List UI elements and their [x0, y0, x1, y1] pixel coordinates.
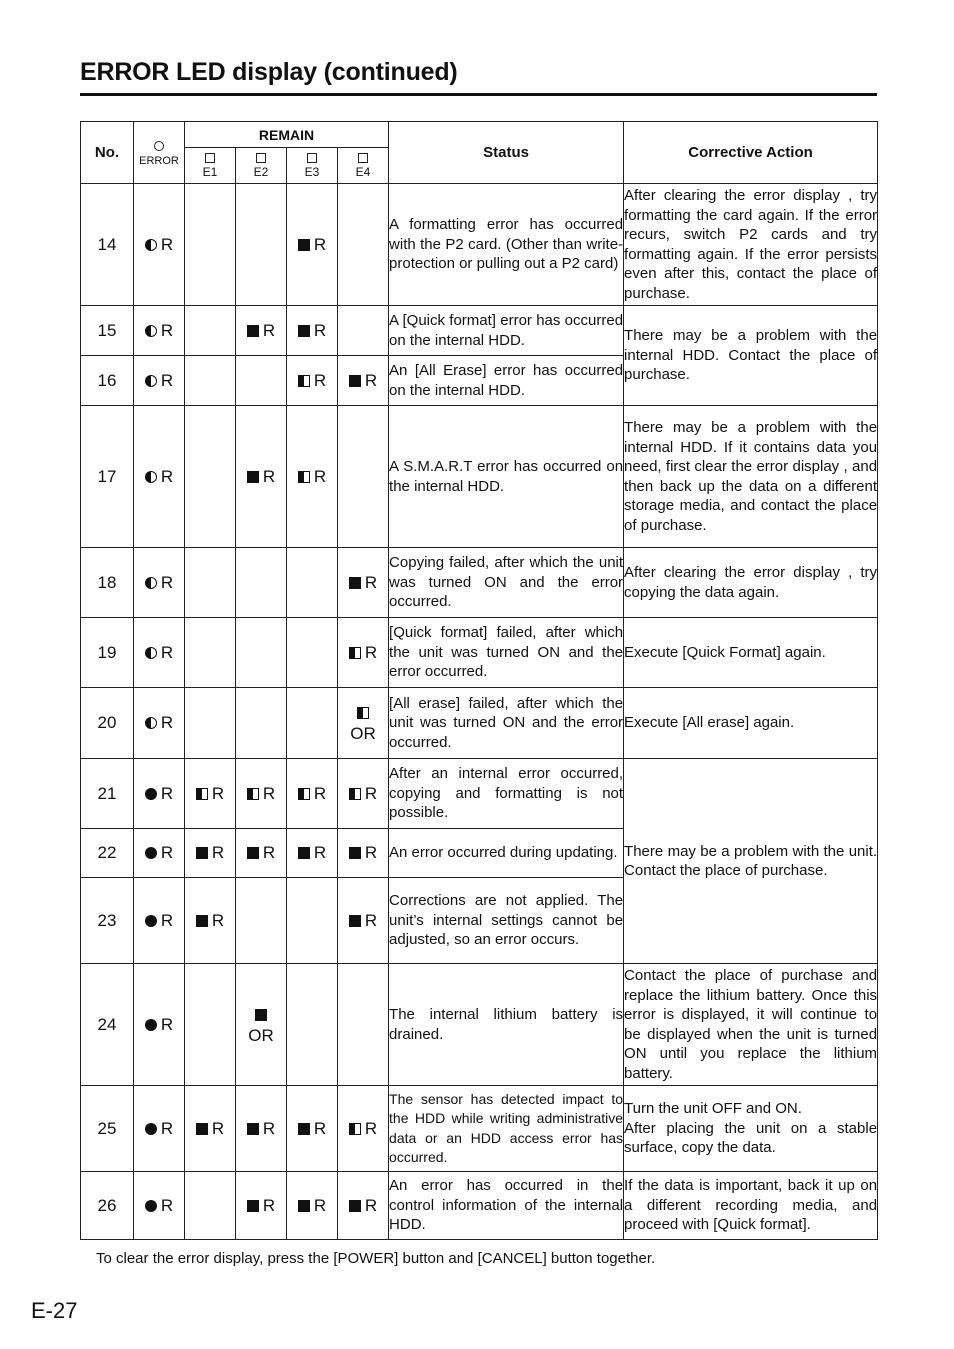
e3-led: [287, 688, 338, 759]
e4-led: [338, 356, 389, 406]
status-text: [Quick format] failed, after which the unit was turned ON and the error occurred.: [389, 618, 624, 688]
error-led: [134, 548, 185, 618]
error-led: [134, 688, 185, 759]
half-square-icon: [298, 375, 310, 387]
led-label: R: [313, 843, 327, 862]
led-label: R: [160, 234, 174, 254]
led-label: R: [364, 1195, 378, 1215]
header-e3-label: E3: [304, 164, 320, 179]
e4-led: [338, 548, 389, 618]
e1-led: [185, 1086, 236, 1172]
led-label: R: [313, 783, 327, 803]
filled-square-icon: [298, 239, 310, 251]
e1-led: [185, 829, 236, 878]
header-action: Corrective Action: [624, 122, 878, 184]
e2-led: [236, 964, 287, 1086]
e2-led: [236, 829, 287, 878]
e4-led: [338, 618, 389, 688]
filled-square-icon: [247, 1200, 259, 1212]
filled-square-icon: [298, 325, 310, 337]
half-square-icon: [247, 788, 259, 800]
filled-square-icon: [298, 847, 310, 859]
action-text: There may be a problem with the unit. Contact the place of purchase.: [624, 759, 878, 964]
action-text: Execute [Quick Format] again.: [624, 618, 878, 688]
e2-led-icon: [256, 153, 266, 163]
led-label: R: [160, 843, 174, 862]
row-no: 26: [81, 1172, 134, 1240]
table-row: [81, 964, 878, 1086]
error-led: [134, 618, 185, 688]
e4-led: [338, 1172, 389, 1240]
e3-led: [287, 406, 338, 548]
led-label: R: [160, 320, 174, 340]
action-text: Contact the place of purchase and replace the lithium battery. Once this error is displayed, it will continue to be displayed when the unit is turned ON until you replace the lithium battery.: [624, 964, 878, 1086]
led-label: R: [160, 642, 174, 662]
error-led: [134, 878, 185, 964]
action-text: If the data is important, back it up on a different recording media, and proceed with [Quick format].: [624, 1172, 878, 1240]
error-led: [134, 356, 185, 406]
status-text: Copying failed, after which the unit was turned ON and the error occurred.: [389, 548, 624, 618]
filled-square-icon: [247, 847, 259, 859]
title-rule: [80, 93, 877, 96]
led-label: R: [160, 713, 174, 732]
filled-square-icon: [298, 1200, 310, 1212]
filled-square-icon: [196, 1123, 208, 1135]
half-square-icon: [196, 788, 208, 800]
e3-led: [287, 1086, 338, 1172]
e3-led: [287, 306, 338, 356]
e4-led-icon: [358, 153, 368, 163]
e2-led: [236, 759, 287, 829]
led-label: R: [160, 466, 174, 486]
e1-led: [185, 878, 236, 964]
table-row: [81, 759, 878, 829]
led-label: R: [262, 320, 276, 340]
table-row: [81, 1086, 878, 1172]
filled-square-icon: [196, 847, 208, 859]
half-circle-icon: [145, 239, 157, 251]
e2-led: [236, 618, 287, 688]
row-no: 16: [81, 356, 134, 406]
e3-led: [287, 878, 338, 964]
table-row: [81, 306, 878, 356]
status-text: The sensor has detected impact to the HDD while writing administrative data or an HDD access error has occurred.: [389, 1086, 624, 1172]
status-text: After an internal error occurred, copying and formatting is not possible.: [389, 759, 624, 829]
row-no: 18: [81, 548, 134, 618]
action-line-2: After placing the unit on a stable surface, copy the data.: [624, 1119, 878, 1157]
header-e2: [236, 148, 287, 184]
page-title: ERROR LED display (continued): [80, 58, 458, 86]
led-label: R: [160, 1118, 174, 1138]
status-text: An error has occurred in the control information of the internal HDD.: [389, 1172, 624, 1240]
filled-square-icon: [298, 1123, 310, 1135]
e2-led: [236, 1086, 287, 1172]
led-label: R: [313, 320, 327, 340]
led-label: R: [262, 1195, 276, 1215]
e1-led: [185, 306, 236, 356]
action-text: There may be a problem with the internal HDD. If it contains data you need, first clear the error display , and then back up the data on a different storage media, and contact the place of purchase.: [624, 406, 878, 548]
e4-led: [338, 1086, 389, 1172]
action-text: After clearing the error display , try copying the data again.: [624, 548, 878, 618]
led-label: R: [313, 370, 327, 390]
table-row: [81, 618, 878, 688]
filled-square-icon: [349, 375, 361, 387]
e3-led: [287, 618, 338, 688]
half-circle-icon: [145, 577, 157, 589]
led-label: R: [313, 1195, 327, 1215]
e1-led: [185, 406, 236, 548]
led-label: R: [364, 910, 378, 930]
e3-led-icon: [307, 153, 317, 163]
e1-led-icon: [205, 153, 215, 163]
footnote: To clear the error display, press the [POWER] button and [CANCEL] button together.: [96, 1250, 656, 1267]
e1-led: [185, 548, 236, 618]
half-square-icon: [357, 707, 369, 719]
led-label: R: [160, 783, 174, 803]
error-led: [134, 759, 185, 829]
led-label: R: [313, 466, 327, 486]
e1-led: [185, 356, 236, 406]
e3-led: [287, 548, 338, 618]
filled-square-icon: [349, 915, 361, 927]
e1-led: [185, 688, 236, 759]
action-line-1: Turn the unit OFF and ON.: [624, 1100, 802, 1118]
led-label: R: [211, 843, 225, 862]
led-label: R: [160, 910, 174, 930]
led-label: R: [364, 1118, 378, 1138]
led-label: R: [160, 1014, 174, 1034]
header-error-label: ERROR: [139, 155, 179, 167]
status-text: [All erase] failed, after which the unit was turned ON and the error occurred.: [389, 688, 624, 759]
led-label: R: [364, 572, 378, 592]
row-no: 15: [81, 306, 134, 356]
error-led: [134, 964, 185, 1086]
e2-led: [236, 406, 287, 548]
e4-led: [338, 964, 389, 1086]
e2-led: [236, 548, 287, 618]
led-label: R: [262, 466, 276, 486]
row-no: 21: [81, 759, 134, 829]
status-text: A S.M.A.R.T error has occurred on the internal HDD.: [389, 406, 624, 548]
table-row: [81, 184, 878, 306]
filled-circle-icon: [145, 1019, 157, 1031]
e3-led: [287, 356, 338, 406]
error-led: [134, 184, 185, 306]
row-no: 19: [81, 618, 134, 688]
led-label: R: [262, 783, 276, 803]
filled-circle-icon: [145, 1200, 157, 1212]
filled-square-icon: [196, 915, 208, 927]
half-circle-icon: [145, 375, 157, 387]
e4-led: [338, 759, 389, 829]
e2-led: [236, 184, 287, 306]
header-e3: [287, 148, 338, 184]
action-text: There may be a problem with the internal HDD. Contact the place of purchase.: [624, 306, 878, 406]
e2-led: [236, 1172, 287, 1240]
filled-circle-icon: [145, 1123, 157, 1135]
e3-led: [287, 829, 338, 878]
row-no: 23: [81, 878, 134, 964]
header-no: No.: [81, 122, 134, 184]
error-led: [134, 829, 185, 878]
filled-square-icon: [349, 847, 361, 859]
led-label: R: [262, 843, 276, 862]
half-circle-icon: [145, 647, 157, 659]
action-text: After clearing the error display , try formatting the card again. If the error recurs, switch P2 cards and try formatting again. If the error persists even after this, contact the place of purchase.: [624, 184, 878, 306]
e4-led: [338, 184, 389, 306]
e4-led: [338, 406, 389, 548]
row-no: 14: [81, 184, 134, 306]
e1-led: [185, 1172, 236, 1240]
e2-led: [236, 306, 287, 356]
e4-led: [338, 878, 389, 964]
filled-square-icon: [247, 1123, 259, 1135]
header-remain: REMAIN: [185, 122, 389, 148]
half-square-icon: [298, 788, 310, 800]
filled-square-icon: [255, 1009, 267, 1021]
half-square-icon: [349, 647, 361, 659]
filled-circle-icon: [145, 788, 157, 800]
error-led-table: [80, 121, 878, 1240]
half-circle-icon: [145, 717, 157, 729]
table-row: [81, 548, 878, 618]
led-label: R: [160, 1195, 174, 1215]
led-label: R: [211, 783, 225, 803]
led-label: OR: [350, 724, 376, 743]
e4-led: [338, 829, 389, 878]
row-no: 25: [81, 1086, 134, 1172]
status-text: Corrections are not applied. The unit’s internal settings cannot be adjusted, so an error occurs.: [389, 878, 624, 964]
header-e2-label: E2: [253, 164, 269, 179]
led-label: R: [364, 783, 378, 803]
e4-led: [338, 688, 389, 759]
header-status: Status: [389, 122, 624, 184]
table-row: [81, 406, 878, 548]
filled-square-icon: [247, 471, 259, 483]
e3-led: [287, 1172, 338, 1240]
row-no: 24: [81, 964, 134, 1086]
half-circle-icon: [145, 471, 157, 483]
e2-led: [236, 688, 287, 759]
status-text: An [All Erase] error has occurred on the internal HDD.: [389, 356, 624, 406]
filled-circle-icon: [145, 847, 157, 859]
e1-led: [185, 964, 236, 1086]
header-e4-label: E4: [355, 164, 371, 179]
led-label: R: [211, 910, 225, 930]
led-label: R: [313, 234, 327, 254]
error-led: [134, 1172, 185, 1240]
error-led: [134, 406, 185, 548]
e2-led: [236, 878, 287, 964]
status-text: A formatting error has occurred with the P2 card. (Other than write-protection or pulling out a P2 card): [389, 184, 624, 306]
e3-led: [287, 964, 338, 1086]
led-label: R: [160, 572, 174, 592]
filled-square-icon: [349, 577, 361, 589]
led-label: R: [364, 843, 378, 862]
e3-led: [287, 759, 338, 829]
row-no: 20: [81, 688, 134, 759]
page-number: E-27: [31, 1298, 78, 1323]
half-square-icon: [349, 788, 361, 800]
e1-led: [185, 184, 236, 306]
half-circle-icon: [145, 325, 157, 337]
action-text: [624, 1086, 878, 1172]
table-row: [81, 688, 878, 759]
led-label: R: [364, 370, 378, 390]
half-square-icon: [349, 1123, 361, 1135]
e3-led: [287, 184, 338, 306]
e2-led: [236, 356, 287, 406]
table-row: [81, 1172, 878, 1240]
header-error: [134, 122, 185, 184]
e1-led: [185, 618, 236, 688]
led-label: R: [364, 642, 378, 662]
error-led: [134, 1086, 185, 1172]
error-led: [134, 306, 185, 356]
status-text: The internal lithium battery is drained.: [389, 964, 624, 1086]
led-label: R: [313, 1118, 327, 1138]
row-no: 22: [81, 829, 134, 878]
row-no: 17: [81, 406, 134, 548]
status-text: A [Quick format] error has occurred on the internal HDD.: [389, 306, 624, 356]
status-text: An error occurred during updating.: [389, 829, 624, 878]
half-square-icon: [298, 471, 310, 483]
led-label: OR: [248, 1025, 274, 1045]
led-label: R: [262, 1118, 276, 1138]
e4-led: [338, 306, 389, 356]
filled-square-icon: [247, 325, 259, 337]
header-e1: [185, 148, 236, 184]
filled-square-icon: [349, 1200, 361, 1212]
action-text: Execute [All erase] again.: [624, 688, 878, 759]
e1-led: [185, 759, 236, 829]
error-led-icon: [154, 141, 164, 151]
filled-circle-icon: [145, 915, 157, 927]
led-label: R: [160, 370, 174, 390]
header-e1-label: E1: [202, 164, 218, 179]
header-e4: [338, 148, 389, 184]
led-label: R: [211, 1118, 225, 1138]
